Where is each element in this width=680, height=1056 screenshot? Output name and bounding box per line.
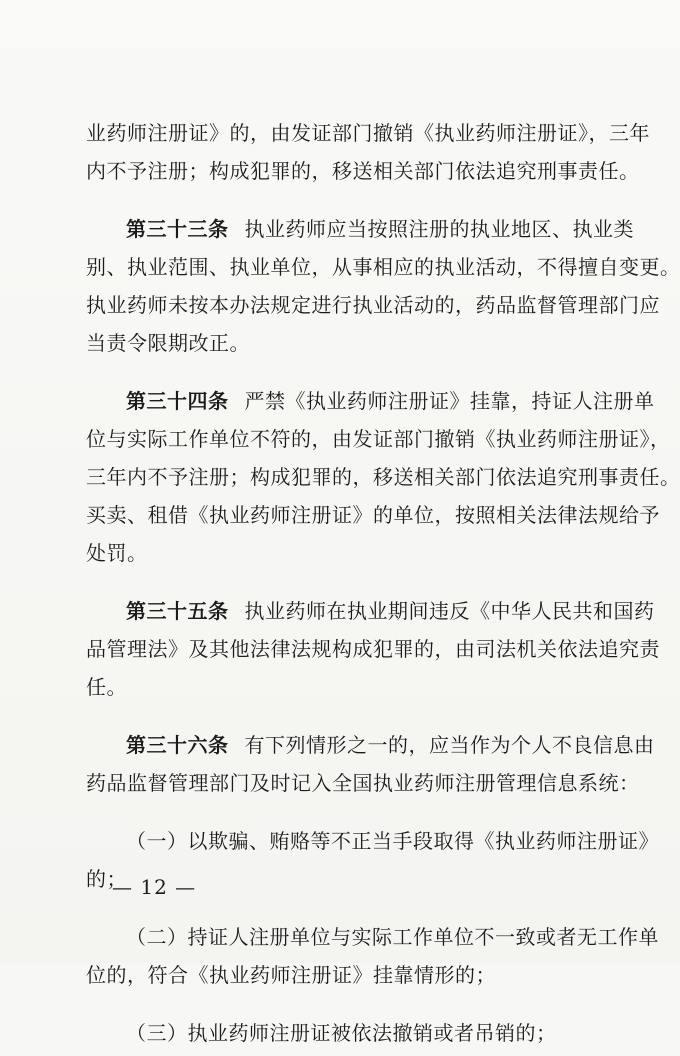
article-35-first-line [86, 596, 655, 626]
article-33-heading: 第三十三条 [126, 217, 229, 241]
article-36-text: 有下列情形之一的，应当作为个人不良信息由 [244, 733, 655, 757]
article-34-heading: 第三十四条 [126, 389, 229, 413]
text-line: 的； [86, 867, 127, 891]
text-line: 任。 [86, 675, 127, 699]
text-line: 执业药师未按本办法规定进行执业活动的，药品监督管理部门应 [86, 293, 660, 317]
text-line: 当责令限期改正。 [86, 331, 250, 355]
article-35-text: 执业药师在执业期间违反《中华人民共和国药 [244, 599, 655, 623]
text-line: 内不予注册；构成犯罪的，移送相关部门依法追究刑事责任。 [86, 159, 640, 183]
text-line: 品管理法》及其他法律法规构成犯罪的，由司法机关依法追究责 [86, 637, 660, 661]
article-33-first-line [86, 214, 634, 244]
article-36-first-line [86, 730, 655, 760]
document-body [86, 118, 680, 1056]
article-34-text: 严禁《执业药师注册证》挂靠，持证人注册单 [244, 389, 655, 413]
text-line: 位的，符合《执业药师注册证》挂靠情形的； [86, 963, 496, 987]
article-36-heading: 第三十六条 [126, 733, 229, 757]
list-item-3: （三）执业药师注册证被依法撤销或者吊销的； [126, 1021, 557, 1045]
text-line: 药品监督管理部门及时记入全国执业药师注册管理信息系统： [86, 771, 640, 795]
text-line: 三年内不予注册；构成犯罪的，移送相关部门依法追究刑事责任。 [86, 465, 680, 489]
article-34-first-line [86, 386, 655, 416]
page-number: — 12 — [112, 875, 197, 899]
text-line: 买卖、租借《执业药师注册证》的单位，按照相关法律法规给予 [86, 503, 660, 527]
article-33-text: 执业药师应当按照注册的执业地区、执业类 [244, 217, 634, 241]
text-line: 位与实际工作单位不符的，由发证部门撤销《执业药师注册证》， [86, 427, 671, 451]
text-line: 业药师注册证》的，由发证部门撤销《执业药师注册证》，三年 [86, 121, 650, 145]
text-line: 处罚。 [86, 541, 148, 565]
article-35-heading: 第三十五条 [126, 599, 229, 623]
text-line: 别、执业范围、执业单位，从事相应的执业活动，不得擅自变更。 [86, 255, 680, 279]
list-item-2: （二）持证人注册单位与实际工作单位不一致或者无工作单 [126, 925, 659, 949]
list-item-1: （一）以欺骗、贿赂等不正当手段取得《执业药师注册证》 [126, 829, 659, 853]
